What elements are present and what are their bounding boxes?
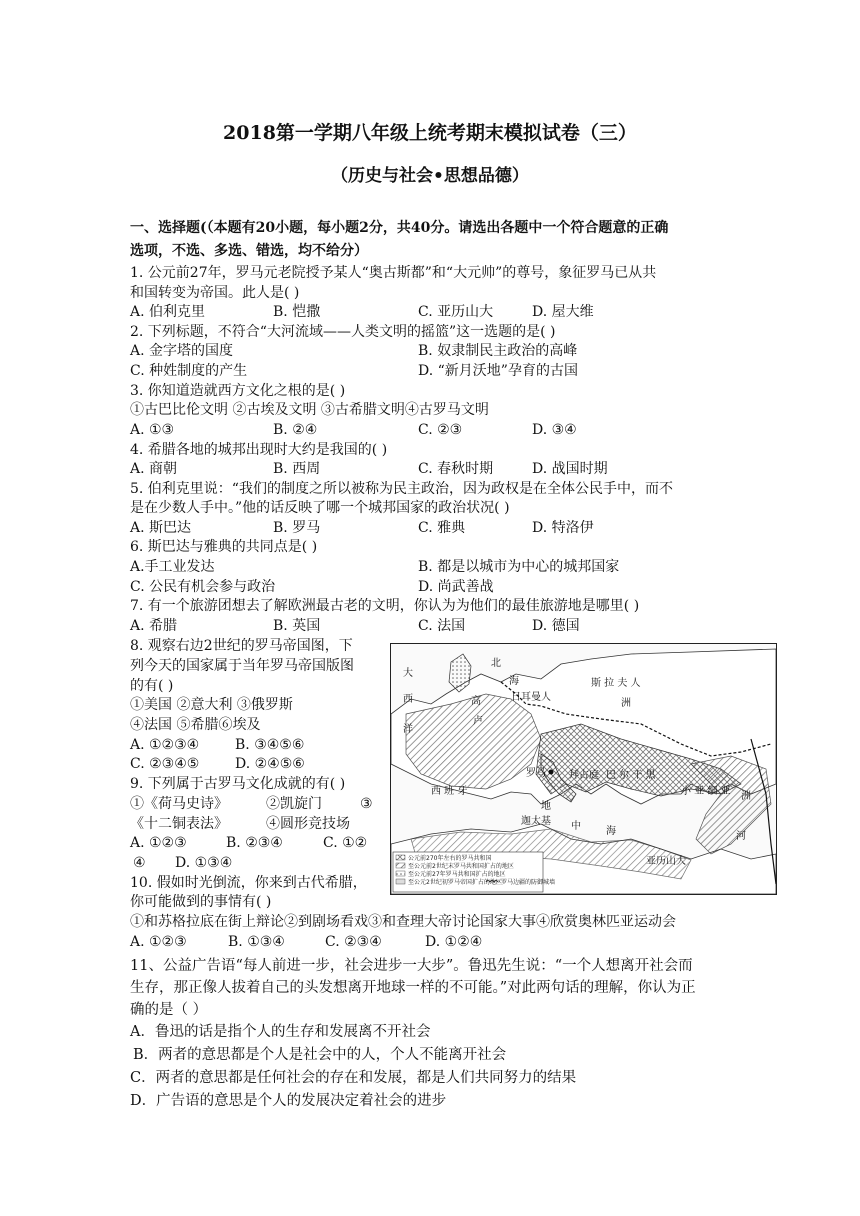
q9-choice-3: 《十二铜表法》 [130, 816, 228, 832]
legend-item-3: 至公元前27年罗马共和国扩占的地区 [408, 871, 506, 878]
q8-stem-line1: 8. 观察右边2世纪的罗马帝国图，下 [130, 638, 353, 654]
q10-option-b: B. ①③④ [228, 934, 285, 950]
map-label-gaul-2: 卢 [473, 716, 483, 727]
legend-item-5: 罗马边疆的防御城墙 [501, 879, 556, 886]
q8-stem-line2: 列今天的国家属于当年罗马帝国版图 [130, 658, 354, 674]
roman-empire-map [390, 643, 777, 895]
q4-option-b: B. 西周 [273, 461, 321, 477]
exam-title: 2018第一学期八年级上统考期末模拟试卷（三） [223, 122, 637, 144]
exam-subtitle: （历史与社会•思想品德） [331, 166, 529, 186]
map-label-spain: 西 班 牙 [431, 786, 468, 797]
q3-option-a: A. ①③ [130, 422, 175, 438]
map-label-med-2: 中 [571, 821, 581, 832]
q7-option-d: D. 德国 [532, 618, 580, 634]
map-label-asia: 洲 [741, 791, 751, 802]
q5-stem-line1: 5. 伯利克里说：“我们的制度之所以被称为民主政治，因为政权是在全体公民手中，而不 [130, 481, 673, 497]
q9-option-b: B. ②③④ [226, 835, 283, 851]
q1-option-a: A. 伯利克里 [130, 304, 206, 320]
map-label-rome: 罗马 [526, 768, 546, 779]
map-label-atlantic-2: 西 [403, 694, 413, 705]
q9-choice-3-num: ③ [360, 796, 373, 812]
q5-option-d: D. 特洛伊 [532, 520, 594, 536]
map-label-asia-minor: 小 亚 细 亚 [681, 786, 731, 797]
map-label-med-1: 地 [541, 801, 551, 812]
q6-option-c: C. 公民有机会参与政治 [130, 579, 276, 595]
q10-option-a: A. ①②③ [130, 934, 187, 950]
map-label-slavs: 斯 拉 夫 人 [591, 678, 641, 689]
map-drawing [391, 644, 776, 894]
q8-choices-line2: ④法国 ⑤希腊⑥埃及 [130, 717, 261, 733]
q11-stem-line3: 确的是（ ） [130, 1002, 208, 1018]
map-label-alexandria: 亚历山大 [646, 856, 686, 867]
q9-stem: 9. 下列属于古罗马文化成就的有( ) [130, 776, 346, 792]
q10-choices: ①和苏格拉底在街上辩论②到剧场看戏③和查理大帝讨论国家大事④欣赏奥林匹亚运动会 [130, 914, 676, 930]
q8-stem-line3: 的有( ) [130, 678, 174, 694]
q11-option-d: D．广告语的意思是个人的发展决定着社会的进步 [130, 1093, 447, 1109]
legend-item-1: 公元前270年左右的罗马共和国 [408, 855, 492, 862]
map-legend [393, 852, 555, 892]
map-label-sea: 海 [509, 676, 519, 687]
q7-stem: 7. 有一个旅游团想去了解欧洲最古老的文明，你认为为他们的最佳旅游地是哪里( ) [130, 598, 640, 614]
map-label-europe: 洲 [621, 698, 631, 709]
q9-option-c: C. ①② [323, 835, 368, 851]
q9-choice-4: ④圆形竞技场 [266, 816, 350, 832]
q8-option-a: A. ①②③④ [130, 737, 200, 753]
q3-stem: 3. 你知道造就西方文化之根的是( ) [130, 383, 346, 399]
map-label-atlantic-3: 洋 [403, 724, 413, 735]
region-hatched-east [691, 756, 771, 854]
q6-option-b: B. 都是以城市为中心的城邦国家 [418, 559, 620, 575]
q5-option-c: C. 雅典 [418, 520, 466, 536]
map-label-med-3: 海 [606, 826, 616, 837]
map-label-germanic: 日耳曼人 [511, 692, 551, 703]
map-label-byzantium: 拜占庭 [569, 770, 599, 781]
q4-option-d: D. 战国时期 [532, 461, 608, 477]
rome-marker [549, 770, 554, 775]
q1-stem-line1: 1. 公元前27年，罗马元老院授予某人“奥古斯都”和“大元帅”的尊号，象征罗马已从共 [130, 265, 657, 281]
q11-option-b: B．两者的意思都是个人是社会中的人，个人不能离开社会 [133, 1047, 507, 1063]
q11-stem-line2: 生存，那正像人拔着自己的头发想离开地球一样的不可能。”对此两句话的理解，你认为正 [130, 980, 696, 996]
q2-option-d: D. “新月沃地”孕育的古国 [418, 363, 578, 379]
q3-option-c: C. ②③ [418, 422, 463, 438]
q11-option-a: A．鲁迅的话是指个人的生存和发展离不开社会 [130, 1024, 431, 1040]
q6-option-a: A.手工业发达 [130, 559, 215, 575]
q5-option-a: A. 斯巴达 [130, 520, 192, 536]
legend-item-4: 至公元2世纪初罗马帝国扩占的地区 [408, 879, 502, 886]
map-label-gaul-1: 高 [471, 696, 481, 707]
q2-stem: 2. 下列标题，不符合“大河流域——人类文明的摇篮”这一选题的是( ) [130, 324, 556, 340]
q1-stem-line2: 和国转变为帝国。此人是( ) [130, 285, 300, 301]
map-label-north-sea: 北 [491, 658, 501, 669]
map-label-carthage: 迦太基 [521, 816, 551, 827]
q1-option-c: C. 亚历山大 [418, 304, 494, 320]
q8-option-b: B. ③④⑤⑥ [235, 737, 305, 753]
q10-stem-line1: 10. 假如时光倒流，你来到古代希腊， [130, 875, 367, 891]
q1-option-d: D. 屋大维 [532, 304, 594, 320]
q4-option-c: C. 春秋时期 [418, 461, 494, 477]
q7-option-a: A. 希腊 [130, 618, 178, 634]
map-label-atlantic-1: 大 [403, 668, 413, 679]
q10-option-d: D. ①②④ [425, 934, 483, 950]
map-label-river: 河 [736, 831, 746, 842]
q3-option-b: B. ②④ [273, 422, 318, 438]
q9-option-a: A. ①②③ [130, 835, 187, 851]
q9-option-d: D. ①③④ [175, 855, 233, 871]
q4-option-a: A. 商朝 [130, 461, 178, 477]
q4-stem: 4. 希腊各地的城邦出现时大约是我国的( ) [130, 442, 388, 458]
q5-stem-line2: 是在少数人手中。”他的话反映了哪一个城邦国家的政治状况( ) [130, 500, 510, 516]
q6-stem: 6. 斯巴达与雅典的共同点是( ) [130, 539, 318, 555]
q8-option-d: D. ②④⑤⑥ [235, 756, 305, 772]
q6-option-d: D. 尚武善战 [418, 579, 494, 595]
q2-option-a: A. 金字塔的国度 [130, 343, 234, 359]
q9-choice-1: ①《荷马史诗》 [130, 796, 228, 812]
section-heading-line1: 一、选择题(（本题有20小题，每小题2分，共40分。请选出各题中一个符合题意的正确 [130, 220, 669, 236]
q7-option-c: C. 法国 [418, 618, 466, 634]
q3-option-d: D. ③④ [532, 422, 577, 438]
q11-stem-line1: 11、公益广告语“每人前进一步，社会进步一大步”。鲁迅先生说：“一个人想离开社会而 [130, 958, 693, 974]
q10-option-c: C. ②③④ [325, 934, 382, 950]
q7-option-b: B. 英国 [273, 618, 321, 634]
q2-option-b: B. 奴隶制民主政治的高峰 [418, 343, 578, 359]
q8-choices-line1: ①美国 ②意大利 ③俄罗斯 [130, 697, 293, 713]
q2-option-c: C. 种姓制度的产生 [130, 363, 248, 379]
q9-option-c-cont: ④ [133, 855, 146, 871]
legend-item-2: 至公元前2世纪末罗马共和国扩占的地区 [408, 863, 514, 870]
q8-option-c: C. ②③④⑤ [130, 756, 200, 772]
q1-option-b: B. 恺撒 [273, 304, 321, 320]
q10-stem-line2: 你可能做到的事情有( ) [130, 894, 272, 910]
q5-option-b: B. 罗马 [273, 520, 321, 536]
map-label-black-sea: 巴 尔 干 黑 [606, 770, 656, 781]
q3-choices: ①古巴比伦文明 ②古埃及文明 ③古希腊文明④古罗马文明 [130, 402, 489, 418]
q9-choice-2: ②凯旋门 [266, 796, 322, 812]
section-heading-line2: 选项，不选、多选、错选，均不给分） [130, 243, 368, 259]
q11-option-c: C．两者的意思都是任何社会的存在和发展，都是人们共同努力的结果 [130, 1070, 577, 1086]
